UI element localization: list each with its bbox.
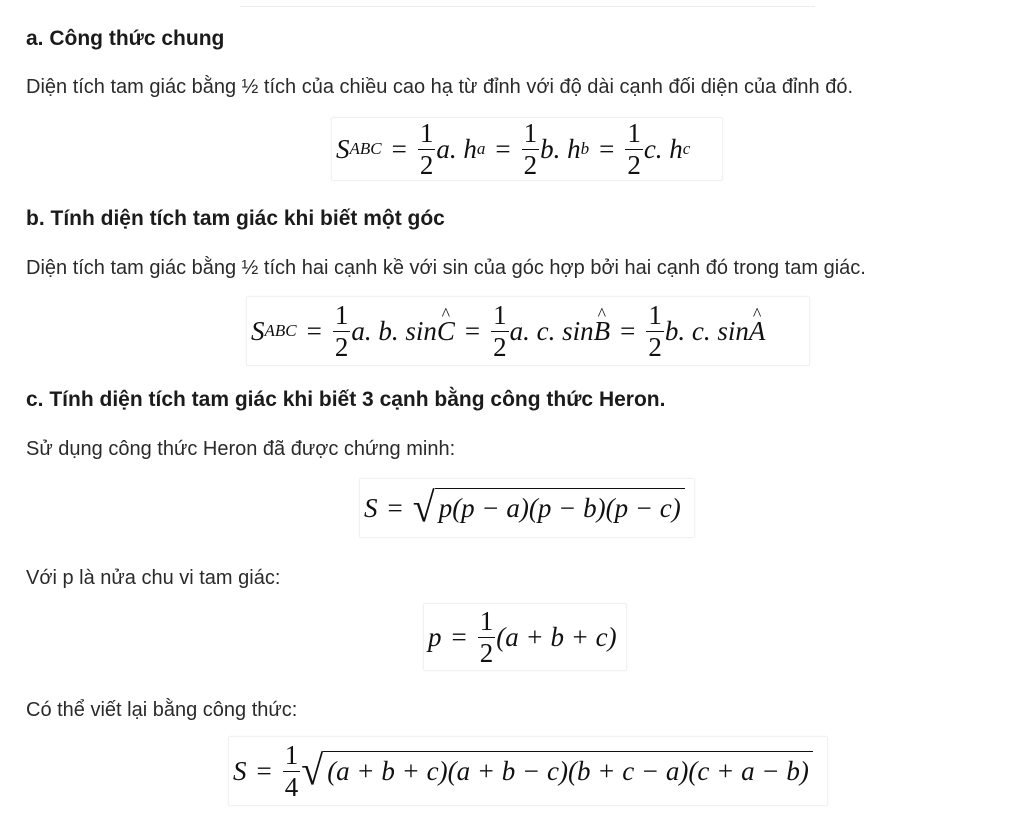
angle-b-hat: B ^ [594,316,611,347]
heading-general-formula: a. Công thức chung [26,27,225,50]
formula-general: S ABC = $\frac{1}{2}$ a. h a = $\frac{1}{2}$ b. h b = $\frac{1}{2}$ c. h c [331,117,723,181]
fraction-half: $\frac{1}{2}$ [523,117,538,180]
fraction-half: $\frac{1}{2}$ [334,299,349,362]
formula-angle: S ABC = $\frac{1}{2}$ a. b. sin C ^ = $\frac{1}{2}$ a. c. sin B ^ = $\frac{1}{2}$ b. c. sin A ^ [246,296,810,366]
formula-heron: S = √ p(p − a)(p − b)(p − c) [359,478,695,538]
fraction-half: $\frac{1}{2}$ [648,299,662,362]
formula-semi-perimeter: p = $\frac{1}{2}$ (a + b + c) [423,603,627,671]
semi-perimeter-intro: Với p là nửa chu vi tam giác: [26,567,281,589]
formula-heron-alt: S = $\frac{1}{4}$ √ (a + b + c)(a + b − c)(b + c − a)(c + a − b) [228,736,828,806]
square-root: √ p(p − a)(p − b)(p − c) [413,488,685,528]
angle-c-hat: C ^ [437,316,455,347]
fraction-half: $\frac{1}{2}$ [627,117,641,180]
square-root: √ (a + b + c)(a + b − c)(b + c − a)(c + a − b) [301,751,813,791]
heading-area-with-angle: b. Tính diện tích tam giác khi biết một góc [26,207,445,230]
top-divider [240,0,815,7]
angle-a-hat: A ^ [749,316,766,347]
rewrite-intro: Có thể viết lại bằng công thức: [26,699,298,721]
fraction-half: $\frac{1}{2}$ [493,299,507,362]
heron-intro: Sử dụng công thức Heron đã được chứng minh: [26,438,456,460]
fraction-quarter: $\frac{1}{4}$ [284,739,299,802]
fraction-half: $\frac{1}{2}$ [419,117,434,180]
formula-lhs: S [336,133,350,164]
general-formula-description: Diện tích tam giác bằng ½ tích của chiều cao hạ từ đỉnh với độ dài cạnh đối diện của đỉnh đó. [26,76,854,98]
heading-heron: c. Tính diện tích tam giác khi biết 3 cạnh bằng công thức Heron. [26,388,666,411]
angle-formula-description: Diện tích tam giác bằng ½ tích hai cạnh kề với sin của góc hợp bởi hai cạnh đó trong tam giác. [26,257,866,279]
fraction-half: $\frac{1}{2}$ [479,605,494,668]
